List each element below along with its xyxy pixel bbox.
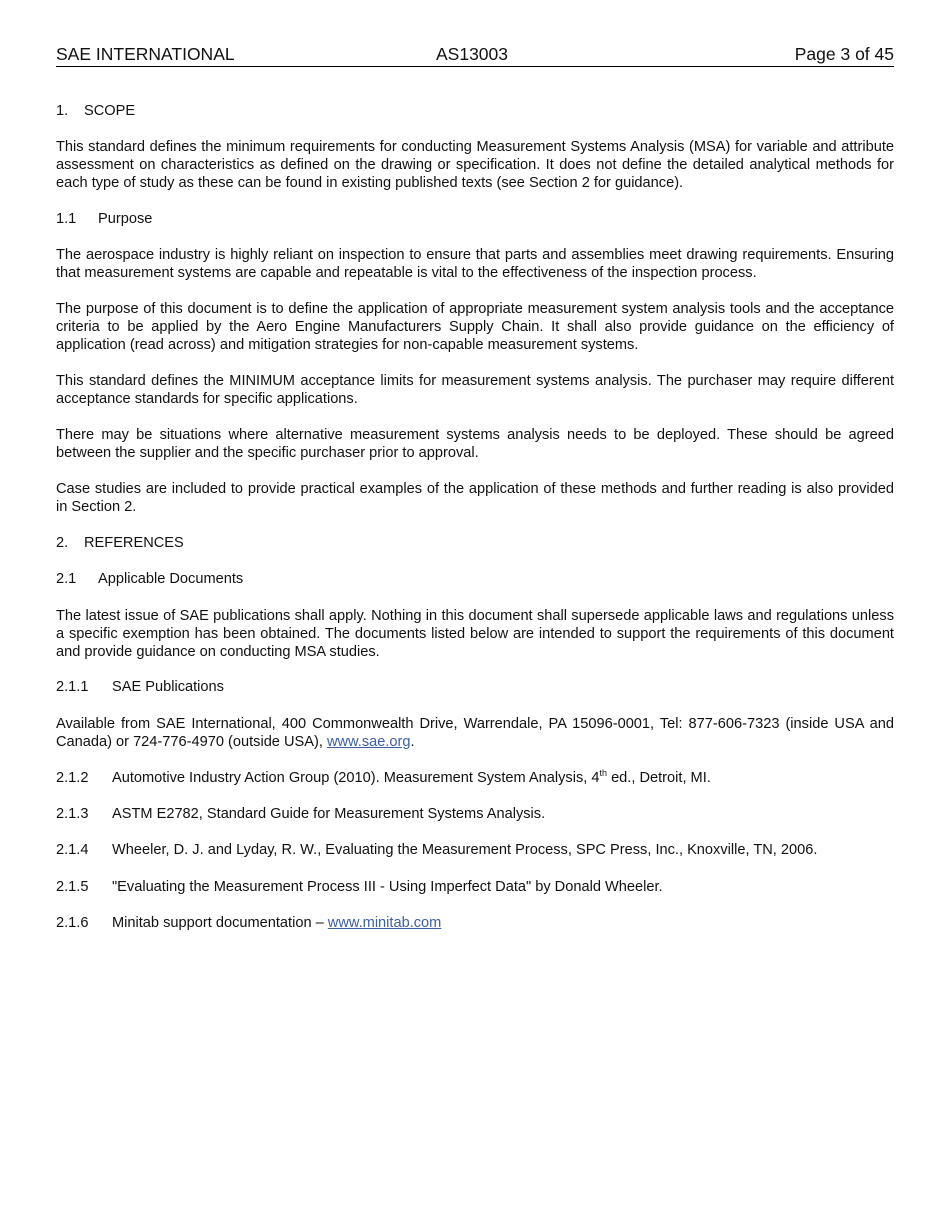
section-title: SCOPE [84, 103, 136, 119]
purpose-paragraph-3: This standard defines the MINIMUM acceptance limits for measurement systems analysis. The purchaser may require different acceptance standards for specific applications. [56, 373, 894, 407]
sae-trailing-period: . [410, 734, 415, 750]
purpose-paragraph-4: There may be situations where alternative measurement systems analysis needs to be deployed. These should be agreed between the supplier and the specific purchaser prior to approval. [56, 427, 894, 461]
header-org: SAE INTERNATIONAL [56, 44, 235, 64]
section-number: 1. [56, 103, 69, 119]
section-number: 2. [56, 535, 69, 551]
reference-text: Minitab support documentation – [112, 915, 328, 931]
reference-superscript: th [599, 768, 608, 778]
reference-text: Wheeler, D. J. and Lyday, R. W., Evaluating the Measurement Process, SPC Press, Inc., Knoxville, TN, 2006. [112, 842, 818, 858]
sae-publications-paragraph [56, 715, 894, 751]
section-number: 1.1 [56, 211, 77, 227]
applicable-documents-paragraph: The latest issue of SAE publications shall apply. Nothing in this document shall supersede applicable laws and regulations unless a specific exemption has been obtained. The documents listed below are intended to support the requirements of this document and provide guidance on conducting MSA studies. [56, 608, 894, 660]
reference-text: ASTM E2782, Standard Guide for Measurement Systems Analysis. [112, 806, 546, 822]
reference-text: "Evaluating the Measurement Process III - Using Imperfect Data" by Donald Wheeler. [112, 879, 663, 895]
section-number: 2.1 [56, 571, 77, 587]
reference-number: 2.1.6 [56, 915, 89, 931]
reference-number: 2.1.2 [56, 770, 89, 786]
header-doc-number: AS13003 [436, 44, 509, 64]
reference-item-wheeler [56, 841, 894, 859]
page-header [56, 44, 894, 67]
reference-number: 2.1.5 [56, 879, 89, 895]
reference-item-aiag [56, 769, 894, 787]
header-page-number: Page 3 of 45 [794, 44, 894, 64]
sae-address-text: Available from SAE International, 400 Commonwealth Drive, Warrendale, PA 15096-0001, Tel: 877-606-7323 (inside USA and Canada) or 724-776-4970 (outside USA), [56, 716, 894, 750]
section-title: Purpose [98, 211, 153, 227]
reference-number: 2.1.3 [56, 806, 89, 822]
section-heading-scope [56, 102, 894, 120]
purpose-paragraph-1: The aerospace industry is highly reliant on inspection to ensure that parts and assemblies meet drawing requirements. Ensuring that measurement systems are capable and repeatable is vital to the effectiveness of the inspection process. [56, 247, 894, 281]
section-title: SAE Publications [112, 679, 224, 695]
purpose-paragraph-5: Case studies are included to provide practical examples of the application of these methods and further reading is also provided in Section 2. [56, 481, 894, 515]
section-heading-applicable-documents [56, 570, 894, 588]
section-heading-sae-publications [56, 678, 894, 696]
scope-paragraph: This standard defines the minimum requirements for conducting Measurement Systems Analysis (MSA) for variable and attribute assessment on characteristics as defined on the drawing or specification. It does not define the detailed analytical methods for each type of study as these can be found in existing published texts (see Section 2 for guidance). [56, 139, 894, 191]
sae-website-link[interactable]: www.sae.org [326, 734, 411, 750]
reference-text-end: ed., Detroit, MI. [607, 770, 711, 786]
reference-item-wheeler-imperfect-data [56, 878, 894, 896]
section-number: 2.1.1 [56, 679, 89, 695]
section-title: REFERENCES [84, 535, 184, 551]
reference-text: Automotive Industry Action Group (2010). Measurement System Analysis, 4 [112, 770, 600, 786]
section-title: Applicable Documents [98, 571, 244, 587]
section-heading-references [56, 534, 894, 552]
purpose-paragraph-2: The purpose of this document is to define the application of appropriate measurement system analysis tools and the acceptance criteria to be applied by the Aero Engine Manufacturers Supply Chain. It shall also provide guidance on the efficiency of application (read across) and mitigation strategies for non-capable measurement systems. [56, 301, 894, 353]
section-heading-purpose [56, 210, 894, 228]
reference-item-minitab [56, 914, 894, 932]
minitab-website-link[interactable]: www.minitab.com [327, 915, 442, 931]
reference-number: 2.1.4 [56, 842, 89, 858]
reference-item-astm [56, 805, 894, 823]
